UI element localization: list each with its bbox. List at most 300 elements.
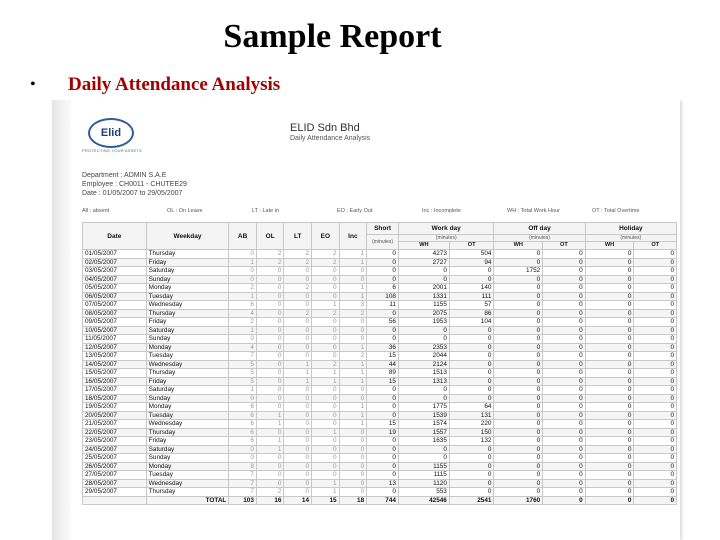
table-row — [83, 428, 677, 437]
table-cell: 09/05/2007 — [83, 318, 147, 327]
table-cell: 0 — [449, 267, 494, 276]
table-cell: 0 — [634, 335, 677, 344]
col-header-weekday: Weekday — [146, 223, 229, 250]
table-cell: 0 — [543, 462, 585, 471]
report-page — [70, 100, 680, 540]
table-cell: 21/05/2007 — [83, 420, 147, 429]
table-cell: 0 — [543, 403, 585, 412]
table-cell: 0 — [312, 420, 340, 429]
table-cell: 0 — [449, 369, 494, 378]
table-cell: Wednesday — [146, 301, 229, 310]
table-cell: 0 — [494, 386, 543, 395]
table-cell: 2 — [229, 318, 257, 327]
table-cell: 6 — [229, 411, 257, 420]
table-cell: 03/05/2007 — [83, 267, 147, 276]
table-cell: 0 — [312, 267, 340, 276]
col-subheader-wh: WH — [585, 242, 634, 250]
table-cell: 64 — [449, 403, 494, 412]
table-cell: 2 — [339, 309, 367, 318]
table-cell: 0 — [585, 250, 634, 259]
table-cell: 0 — [256, 369, 284, 378]
table-row — [83, 301, 677, 310]
table-cell: 0 — [256, 403, 284, 412]
table-cell: 0 — [634, 420, 677, 429]
table-cell: 1 — [339, 292, 367, 301]
table-cell: 0 — [494, 437, 543, 446]
table-cell: 0 — [284, 267, 312, 276]
table-cell: 94 — [449, 258, 494, 267]
table-cell: 0 — [585, 326, 634, 335]
table-cell: 131 — [449, 411, 494, 420]
table-cell: 0 — [284, 462, 312, 471]
table-cell: 0 — [449, 343, 494, 352]
table-cell: 0 — [284, 326, 312, 335]
table-cell: 0 — [543, 411, 585, 420]
table-cell: Tuesday — [146, 411, 229, 420]
table-cell: 0 — [634, 462, 677, 471]
table-cell: 0 — [398, 267, 449, 276]
table-cell: 0 — [256, 454, 284, 463]
table-cell: 06/05/2007 — [83, 292, 147, 301]
table-cell: 0 — [284, 394, 312, 403]
table-cell: 15 — [367, 377, 399, 386]
table-cell: 2353 — [398, 343, 449, 352]
table-cell: 0 — [634, 284, 677, 293]
table-cell: 0 — [367, 335, 399, 344]
scanned-report-image — [52, 100, 720, 540]
attendance-table — [82, 222, 677, 505]
table-cell: 27/05/2007 — [83, 471, 147, 480]
total-cell: 14 — [284, 496, 312, 505]
table-cell: 56 — [367, 318, 399, 327]
legend-item: WH : Total Work Hour — [507, 208, 560, 214]
table-cell: 0 — [543, 479, 585, 488]
table-cell: 0 — [367, 462, 399, 471]
table-cell: 26/05/2007 — [83, 462, 147, 471]
table-cell: 24/05/2007 — [83, 445, 147, 454]
table-cell: 1557 — [398, 428, 449, 437]
total-cell: 42546 — [398, 496, 449, 505]
table-cell: 1 — [284, 360, 312, 369]
table-row — [83, 250, 677, 259]
table-cell: 0 — [256, 275, 284, 284]
table-cell: 0 — [449, 275, 494, 284]
table-cell: 140 — [449, 284, 494, 293]
total-cell: 16 — [256, 496, 284, 505]
table-cell: 0 — [634, 394, 677, 403]
attendance-table-body — [83, 250, 677, 505]
table-cell: Thursday — [146, 369, 229, 378]
table-cell: 0 — [339, 479, 367, 488]
table-cell: 1 — [339, 377, 367, 386]
table-cell: 2 — [312, 250, 340, 259]
table-cell: 0 — [229, 267, 257, 276]
table-cell: 2075 — [398, 309, 449, 318]
table-cell: 15 — [367, 420, 399, 429]
table-cell: 0 — [339, 445, 367, 454]
table-cell: 11/05/2007 — [83, 335, 147, 344]
table-cell: 0 — [494, 292, 543, 301]
table-cell: 0 — [634, 318, 677, 327]
table-cell: 0 — [543, 275, 585, 284]
table-cell: 07/05/2007 — [83, 301, 147, 310]
table-cell: 0 — [543, 250, 585, 259]
table-cell: 1 — [229, 258, 257, 267]
total-cell: 744 — [367, 496, 399, 505]
table-row — [83, 326, 677, 335]
table-cell: Saturday — [146, 326, 229, 335]
col-subheader-wh: WH — [398, 242, 449, 250]
table-cell: 1 — [312, 377, 340, 386]
table-cell: 0 — [284, 479, 312, 488]
table-cell: 0 — [229, 250, 257, 259]
table-cell: 0 — [494, 428, 543, 437]
table-cell: 0 — [449, 394, 494, 403]
table-cell: 1 — [312, 301, 340, 310]
date-range-line: Date : 01/05/2007 to 29/05/2007 — [82, 190, 183, 197]
table-cell: 0 — [585, 428, 634, 437]
table-cell: 0 — [284, 318, 312, 327]
table-cell: 0 — [256, 394, 284, 403]
table-row — [83, 454, 677, 463]
table-cell: 1 — [339, 343, 367, 352]
table-cell: 1 — [339, 411, 367, 420]
table-cell: 1 — [339, 250, 367, 259]
table-cell: 0 — [449, 488, 494, 497]
table-cell: 0 — [339, 471, 367, 480]
table-cell: Wednesday — [146, 479, 229, 488]
table-cell: 1 — [229, 292, 257, 301]
table-cell: Sunday — [146, 394, 229, 403]
table-cell: 16/05/2007 — [83, 377, 147, 386]
table-cell: 0 — [585, 437, 634, 446]
col-subheader-ot: OT — [543, 242, 585, 250]
table-cell: 0 — [585, 377, 634, 386]
table-cell: 0 — [256, 335, 284, 344]
table-cell: 13/05/2007 — [83, 352, 147, 361]
table-cell: 1155 — [398, 301, 449, 310]
table-cell: 19/05/2007 — [83, 403, 147, 412]
table-cell: 20/05/2007 — [83, 411, 147, 420]
total-cell: 2541 — [449, 496, 494, 505]
col-unit-offday: (minutes) — [494, 235, 585, 242]
table-cell: 0 — [229, 394, 257, 403]
total-cell: 0 — [634, 496, 677, 505]
table-cell: 0 — [367, 403, 399, 412]
table-cell: 0 — [634, 445, 677, 454]
table-cell: 0 — [339, 326, 367, 335]
table-row — [83, 267, 677, 276]
table-cell: 0 — [634, 343, 677, 352]
slide-subtitle: Daily Attendance Analysis — [68, 74, 281, 95]
table-cell: 0 — [543, 326, 585, 335]
table-cell: 0 — [494, 258, 543, 267]
table-cell: 1313 — [398, 377, 449, 386]
table-cell: 4273 — [398, 250, 449, 259]
table-row — [83, 352, 677, 361]
table-cell: 0 — [339, 267, 367, 276]
col-header-eo: EO — [312, 223, 340, 250]
table-cell: 0 — [256, 360, 284, 369]
table-cell: 0 — [494, 479, 543, 488]
table-cell: 0 — [585, 394, 634, 403]
table-cell: 0 — [585, 267, 634, 276]
table-cell: 19 — [367, 428, 399, 437]
table-cell: 0 — [339, 454, 367, 463]
table-cell: 0 — [494, 420, 543, 429]
table-cell: 0 — [634, 428, 677, 437]
table-cell: 0 — [585, 403, 634, 412]
table-cell: 0 — [543, 309, 585, 318]
table-cell: Monday — [146, 403, 229, 412]
table-cell: 0 — [256, 326, 284, 335]
col-header-ab: AB — [229, 223, 257, 250]
table-cell: 0 — [312, 318, 340, 327]
table-row — [83, 343, 677, 352]
table-cell: Friday — [146, 318, 229, 327]
table-cell: 0 — [543, 258, 585, 267]
legend-item: Inc : Incomplete — [422, 208, 461, 214]
table-cell: 0 — [543, 292, 585, 301]
table-cell: 1 — [284, 369, 312, 378]
table-cell: 0 — [543, 318, 585, 327]
table-cell: 0 — [449, 360, 494, 369]
table-cell: 1 — [312, 479, 340, 488]
col-subheader-ot: OT — [634, 242, 677, 250]
table-cell: 0 — [367, 454, 399, 463]
table-cell: 0 — [634, 479, 677, 488]
company-name: ELID Sdn Bhd — [290, 122, 360, 134]
table-cell: 1752 — [494, 267, 543, 276]
table-cell: 0 — [494, 352, 543, 361]
table-cell: 23/05/2007 — [83, 437, 147, 446]
table-cell: 0 — [543, 428, 585, 437]
table-cell: 0 — [543, 386, 585, 395]
table-cell: 0 — [449, 479, 494, 488]
table-cell: 0 — [339, 335, 367, 344]
table-cell: 7 — [229, 479, 257, 488]
table-cell: 1513 — [398, 369, 449, 378]
table-cell: 0 — [284, 403, 312, 412]
table-cell: 0 — [256, 352, 284, 361]
table-cell: 13 — [367, 479, 399, 488]
col-header-short: Short — [367, 223, 399, 235]
table-cell: 5 — [229, 377, 257, 386]
table-cell: 44 — [367, 360, 399, 369]
table-cell: 108 — [367, 292, 399, 301]
table-cell: 2 — [284, 250, 312, 259]
legend-item: EO : Early Out — [337, 208, 373, 214]
total-cell: 18 — [339, 496, 367, 505]
table-cell: 0 — [312, 326, 340, 335]
table-cell: 2124 — [398, 360, 449, 369]
company-logo: Elid — [88, 118, 134, 148]
table-cell: 0 — [634, 292, 677, 301]
table-row — [83, 403, 677, 412]
table-cell: 0 — [367, 386, 399, 395]
table-cell: 0 — [494, 369, 543, 378]
table-cell: 0 — [449, 335, 494, 344]
table-cell: 0 — [494, 318, 543, 327]
table-cell: 0 — [494, 471, 543, 480]
table-cell: 0 — [312, 411, 340, 420]
table-cell: 0 — [398, 386, 449, 395]
table-cell: 0 — [634, 471, 677, 480]
table-cell: 0 — [585, 411, 634, 420]
table-total-row — [83, 496, 677, 505]
table-cell: 18/05/2007 — [83, 394, 147, 403]
table-cell: 0 — [634, 369, 677, 378]
table-cell: 2 — [312, 360, 340, 369]
table-cell: 0 — [284, 386, 312, 395]
table-cell: 0 — [543, 335, 585, 344]
table-cell: 0 — [284, 301, 312, 310]
table-cell: 0 — [449, 445, 494, 454]
table-cell: 0 — [312, 335, 340, 344]
table-cell: Tuesday — [146, 352, 229, 361]
table-cell: 0 — [543, 343, 585, 352]
table-cell: 0 — [312, 386, 340, 395]
table-cell: 0 — [585, 352, 634, 361]
table-cell: Saturday — [146, 267, 229, 276]
col-header-inc: Inc — [339, 223, 367, 250]
table-row — [83, 420, 677, 429]
table-cell: Friday — [146, 258, 229, 267]
table-cell: 0 — [339, 275, 367, 284]
table-row — [83, 462, 677, 471]
table-cell: 0 — [256, 471, 284, 480]
table-cell: 11 — [367, 301, 399, 310]
table-cell: 1155 — [398, 462, 449, 471]
table-cell: 0 — [256, 284, 284, 293]
table-cell: 0 — [367, 445, 399, 454]
table-cell: 0 — [339, 437, 367, 446]
table-cell: Monday — [146, 284, 229, 293]
col-unit-workday: (minutes) — [398, 235, 493, 242]
table-cell: 22/05/2007 — [83, 428, 147, 437]
report-name: Daily Attendance Analysis — [290, 135, 371, 142]
table-cell: 8 — [229, 462, 257, 471]
table-cell: 25/05/2007 — [83, 454, 147, 463]
table-cell: 0 — [585, 343, 634, 352]
table-cell: 0 — [543, 352, 585, 361]
table-cell: 0 — [339, 394, 367, 403]
table-cell: 14/05/2007 — [83, 360, 147, 369]
table-cell: 0 — [284, 488, 312, 497]
table-cell: 0 — [585, 258, 634, 267]
col-header-lt: LT — [284, 223, 312, 250]
col-header-date: Date — [83, 223, 147, 250]
table-cell: 0 — [449, 386, 494, 395]
table-cell: 0 — [284, 335, 312, 344]
table-cell: 0 — [367, 411, 399, 420]
table-cell: 0 — [312, 445, 340, 454]
table-cell: 6 — [229, 301, 257, 310]
table-cell: 2044 — [398, 352, 449, 361]
table-cell: 0 — [312, 275, 340, 284]
table-cell: 7 — [229, 488, 257, 497]
table-cell: 1 — [339, 403, 367, 412]
table-cell: 0 — [634, 309, 677, 318]
table-cell: 0 — [494, 250, 543, 259]
table-cell: 0 — [494, 275, 543, 284]
table-cell: 0 — [398, 454, 449, 463]
table-cell: 0 — [449, 377, 494, 386]
table-cell: 1 — [229, 326, 257, 335]
col-header-ol: OL — [256, 223, 284, 250]
table-cell: 0 — [284, 428, 312, 437]
table-cell: 0 — [585, 301, 634, 310]
table-cell: 89 — [367, 369, 399, 378]
table-cell: 7 — [229, 471, 257, 480]
table-cell: 0 — [367, 309, 399, 318]
table-cell: 2727 — [398, 258, 449, 267]
col-header-workday: Work day — [398, 223, 493, 235]
table-cell: 0 — [284, 471, 312, 480]
table-row — [83, 309, 677, 318]
table-cell: 0 — [256, 479, 284, 488]
table-cell: 0 — [543, 420, 585, 429]
table-cell: 0 — [585, 386, 634, 395]
table-cell: 1 — [339, 360, 367, 369]
table-cell: Thursday — [146, 488, 229, 497]
table-cell: 0 — [339, 318, 367, 327]
table-cell: 0 — [634, 411, 677, 420]
table-cell: 0 — [229, 335, 257, 344]
table-cell: 0 — [312, 394, 340, 403]
table-cell: 2 — [256, 258, 284, 267]
table-cell: 0 — [256, 318, 284, 327]
legend-item: OL : On Leave — [167, 208, 203, 214]
table-cell: 0 — [494, 309, 543, 318]
table-cell: 4 — [229, 343, 257, 352]
table-cell: 1775 — [398, 403, 449, 412]
table-cell: 0 — [398, 275, 449, 284]
table-cell: 0 — [284, 352, 312, 361]
table-cell: 0 — [367, 488, 399, 497]
table-cell: 0 — [367, 275, 399, 284]
table-cell: 7 — [229, 352, 257, 361]
table-row — [83, 284, 677, 293]
table-cell: Friday — [146, 437, 229, 446]
table-cell: 0 — [339, 462, 367, 471]
table-cell: 0 — [398, 394, 449, 403]
table-row — [83, 386, 677, 395]
table-row — [83, 437, 677, 446]
table-cell: 0 — [256, 309, 284, 318]
total-cell: 1760 — [494, 496, 543, 505]
table-cell: 0 — [585, 335, 634, 344]
table-cell: 0 — [543, 471, 585, 480]
table-cell: 1 — [339, 258, 367, 267]
table-cell: 0 — [634, 377, 677, 386]
table-cell: 0 — [367, 267, 399, 276]
table-cell: 0 — [312, 352, 340, 361]
legend-item: LT : Late in — [252, 208, 280, 214]
table-cell: 0 — [634, 352, 677, 361]
table-cell: 1 — [339, 284, 367, 293]
table-cell: 1 — [284, 377, 312, 386]
table-cell: 36 — [367, 343, 399, 352]
table-cell: 1120 — [398, 479, 449, 488]
legend-row — [82, 208, 677, 214]
table-cell: 0 — [229, 445, 257, 454]
table-cell: 0 — [229, 454, 257, 463]
table-cell: 0 — [634, 250, 677, 259]
total-cell: 0 — [543, 496, 585, 505]
table-cell: 12/05/2007 — [83, 343, 147, 352]
table-cell: 0 — [494, 326, 543, 335]
